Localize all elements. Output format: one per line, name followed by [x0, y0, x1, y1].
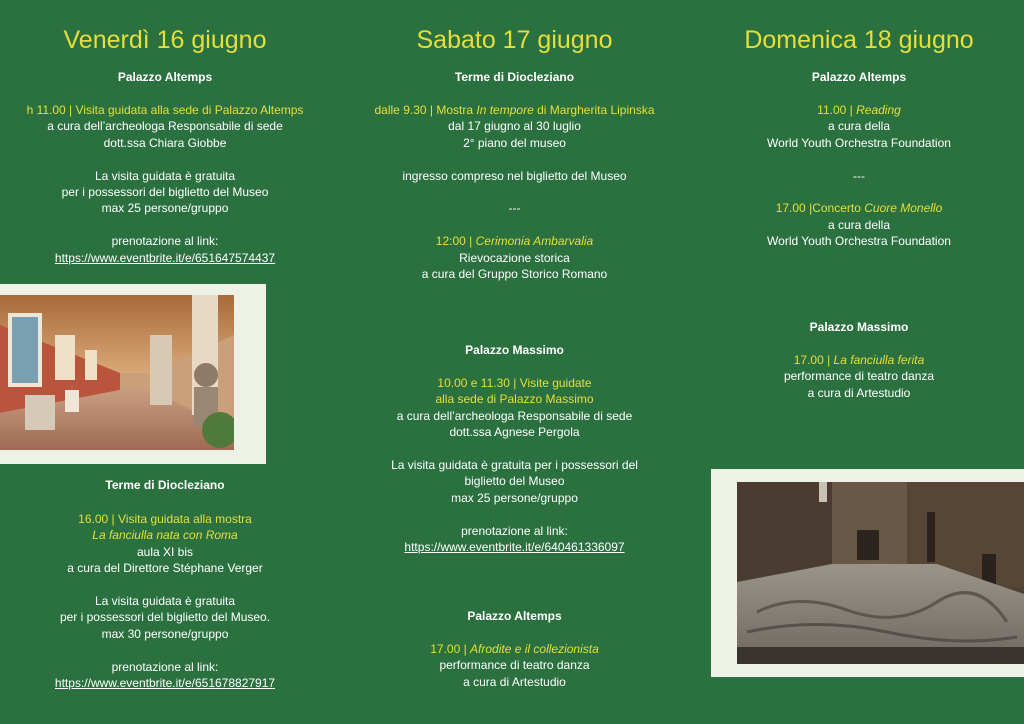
separator: ---	[508, 201, 521, 216]
event-name: La fanciulla ferita	[833, 353, 925, 367]
event-name: Afrodite e il collezionista	[470, 642, 599, 656]
saturday-massimo-block	[342, 375, 687, 555]
curator-line: a cura del Direttore Stéphane Verger	[67, 561, 263, 576]
exhibition-title: In tempore	[476, 103, 534, 117]
curator-line: a cura del Gruppo Storico Romano	[421, 267, 608, 282]
event-time: 10.00 e 11.30 |	[437, 376, 517, 390]
event-name: Visita guidata alla sede di Palazzo Altemps	[75, 103, 304, 117]
event-name: Visita guidata alla mostra	[117, 512, 252, 526]
diocleziano-hall-photo	[737, 482, 1024, 664]
info-line: per i possessori del biglietto del Museo.	[59, 610, 271, 625]
event-time: dalle 9.30 |	[374, 103, 433, 117]
event-name-line2: alla sede di Palazzo Massimo	[435, 392, 594, 407]
saturday-diocleziano-block	[342, 102, 687, 282]
sunday-massimo-venue: Palazzo Massimo	[809, 320, 909, 334]
saturday-column	[342, 0, 687, 724]
event-time: 17.00 |	[430, 642, 467, 656]
sunday-altemps-block	[700, 102, 1018, 250]
booking-link[interactable]: https://www.eventbrite.it/e/651647574437	[54, 250, 276, 265]
friday-altemps-venue: Palazzo Altemps	[117, 70, 213, 84]
event-prefix: Concerto	[812, 201, 861, 216]
hall-illustration	[737, 482, 1024, 664]
info-line: max 30 persone/gruppo	[101, 626, 229, 641]
booking-label: prenotazione al link:	[111, 659, 219, 674]
friday-title: Venerdì 16 giugno	[63, 26, 267, 54]
curator-line: a cura dell’archeologa Responsabile di sede	[47, 119, 283, 134]
curator-line: a cura di Artestudio	[463, 674, 566, 689]
saturday-altemps-block	[342, 641, 687, 690]
curator-name: dott.ssa Chiara Giobbe	[103, 135, 227, 150]
info-line: La visita guidata è gratuita	[94, 168, 236, 183]
event-suffix: di Margherita Lipinska	[537, 103, 655, 117]
sunday-title: Domenica 18 giugno	[744, 26, 974, 54]
info-line: ingresso compreso nel biglietto del Museo	[402, 168, 627, 183]
friday-diocleziano-block	[0, 511, 330, 691]
event-time: 16.00 |	[78, 512, 115, 526]
curator-line: a cura della	[827, 217, 891, 232]
curator-name: World Youth Orchestra Foundation	[767, 234, 951, 249]
event-time: h 11.00 |	[26, 103, 73, 117]
event-name: Visite guidate	[519, 376, 592, 390]
curator-line: a cura di Artestudio	[807, 385, 911, 400]
location-line: 2° piano del museo	[463, 135, 566, 150]
saturday-diocleziano-venue: Terme di Diocleziano	[454, 70, 575, 84]
friday-diocleziano-venue: Terme di Diocleziano	[105, 478, 225, 492]
info-line: per i possessori del biglietto del Museo	[61, 185, 269, 200]
date-range: dal 17 giugno al 30 luglio	[448, 119, 581, 134]
event-time: 17.00 |	[793, 353, 831, 367]
event-time: 11.00 |	[817, 103, 853, 117]
event-name: Cuore Monello	[864, 201, 943, 216]
info-line: La visita guidata è gratuita per i possessori del	[391, 458, 638, 473]
altemps-loggia-photo	[0, 295, 234, 450]
sunday-altemps-venue: Palazzo Altemps	[811, 70, 907, 84]
curator-line: a cura della	[827, 119, 891, 134]
info-line: Rievocazione storica	[459, 250, 570, 265]
curator-line: a cura dell’archeologa Responsabile di sede	[396, 408, 633, 423]
info-line: performance di teatro danza	[783, 369, 935, 384]
saturday-massimo-venue: Palazzo Massimo	[465, 343, 564, 357]
booking-label: prenotazione al link:	[111, 234, 219, 249]
event-time: 12:00 |	[435, 234, 473, 249]
info-line: max 25 persone/gruppo	[451, 490, 578, 505]
event-prefix: Mostra	[436, 103, 474, 117]
separator: ---	[853, 168, 865, 183]
exhibition-title: La fanciulla nata con Roma	[92, 528, 238, 543]
info-line: biglietto del Museo	[464, 474, 565, 489]
info-line: La visita guidata è gratuita	[94, 594, 236, 609]
location-line: aula XI bis	[136, 544, 194, 559]
event-name: Reading	[856, 103, 901, 117]
curator-name: World Youth Orchestra Foundation	[767, 135, 951, 150]
event-time: 17.00 |	[775, 201, 813, 216]
friday-altemps-block	[0, 102, 330, 266]
loggia-illustration	[0, 295, 234, 450]
info-line: performance di teatro danza	[439, 658, 590, 673]
booking-link[interactable]: https://www.eventbrite.it/e/651678827917	[54, 676, 276, 691]
saturday-title: Sabato 17 giugno	[416, 26, 613, 54]
sunday-massimo-block	[700, 352, 1018, 401]
booking-link[interactable]: https://www.eventbrite.it/e/640461336097	[404, 540, 625, 555]
info-line: max 25 persone/gruppo	[101, 201, 229, 216]
booking-label: prenotazione al link:	[461, 523, 568, 538]
saturday-altemps-venue: Palazzo Altemps	[467, 609, 562, 623]
curator-name: dott.ssa Agnese Pergola	[449, 425, 580, 440]
event-name: Cerimonia Ambarvalia	[475, 234, 594, 249]
